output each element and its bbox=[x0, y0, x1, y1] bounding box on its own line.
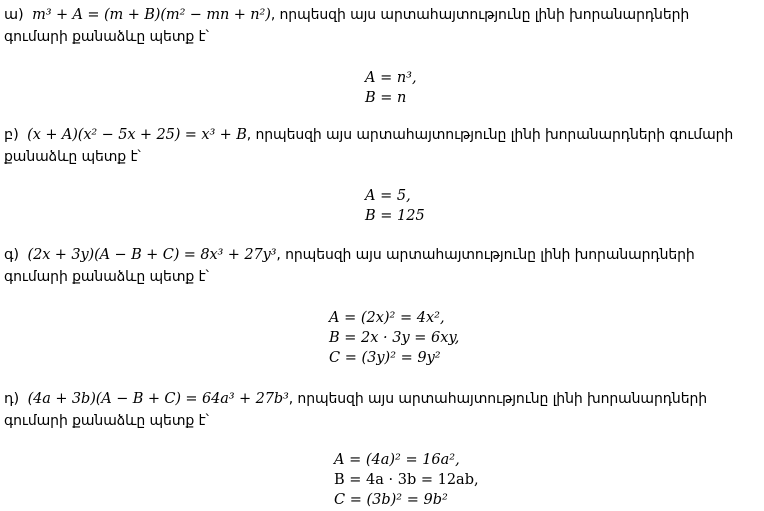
problem-equation: (2x + 3y)(A − B + C) = 8x³ + 27y³ bbox=[27, 247, 277, 263]
answer-line: A = 5, bbox=[365, 188, 411, 204]
problem-text: , որպեսզի այս արտահայտությունը լինի խորանարդների գումարի քանաձևը պետք է՝ bbox=[4, 7, 690, 45]
problem-text: , որպեսզի այս արտահայտությունը լինի խորանարդների գումարի քանաձևը պետք է՝ bbox=[4, 127, 734, 165]
answer-block bbox=[4, 450, 756, 510]
problem-label: ա) bbox=[4, 7, 24, 23]
answer-line: C = (3b)² = 9b² bbox=[334, 492, 448, 508]
answer-line: A = (4a)² = 16a², bbox=[334, 452, 460, 468]
answer-block bbox=[4, 308, 756, 368]
problem-statement bbox=[4, 124, 756, 168]
problem-text: , որպեսզի այս արտահայտությունը լինի խորանարդների գումարի քանաձևը պետք է՝ bbox=[4, 391, 708, 429]
answer-line: A = n³, bbox=[365, 70, 417, 86]
problem-equation: (4a + 3b)(A − B + C) = 64a³ + 27b³ bbox=[27, 391, 289, 407]
answer-line: B = n bbox=[365, 90, 407, 106]
problem-statement bbox=[4, 388, 756, 432]
problem-label: գ) bbox=[4, 247, 19, 263]
problem-statement bbox=[4, 244, 756, 288]
problem-a bbox=[4, 4, 756, 106]
problem-equation: m³ + A = (m + B)(m² − mn + n²) bbox=[32, 7, 271, 23]
problem-label: դ) bbox=[4, 391, 20, 407]
problem-equation: (x + A)(x² − 5x + 25) = x³ + B bbox=[27, 127, 247, 143]
answer-line: C = (3y)² = 9y² bbox=[329, 350, 441, 366]
answer-line: B = 125 bbox=[365, 208, 425, 224]
answer-block bbox=[4, 186, 756, 226]
problem-statement bbox=[4, 4, 756, 48]
answer-line: B = 2x · 3y = 6xy, bbox=[329, 330, 460, 346]
problem-text: , որպեսզի այս արտահայտությունը լինի խորանարդների գումարի քանաձևը պետք է՝ bbox=[4, 247, 695, 285]
problem-label: բ) bbox=[4, 127, 19, 143]
problem-b bbox=[4, 124, 756, 224]
answer-block bbox=[4, 68, 756, 108]
problem-d bbox=[4, 388, 756, 508]
answer-line: A = (2x)² = 4x², bbox=[329, 310, 445, 326]
answer-line: B = 4a · 3b = 12ab, bbox=[334, 472, 479, 488]
problem-c bbox=[4, 244, 756, 366]
